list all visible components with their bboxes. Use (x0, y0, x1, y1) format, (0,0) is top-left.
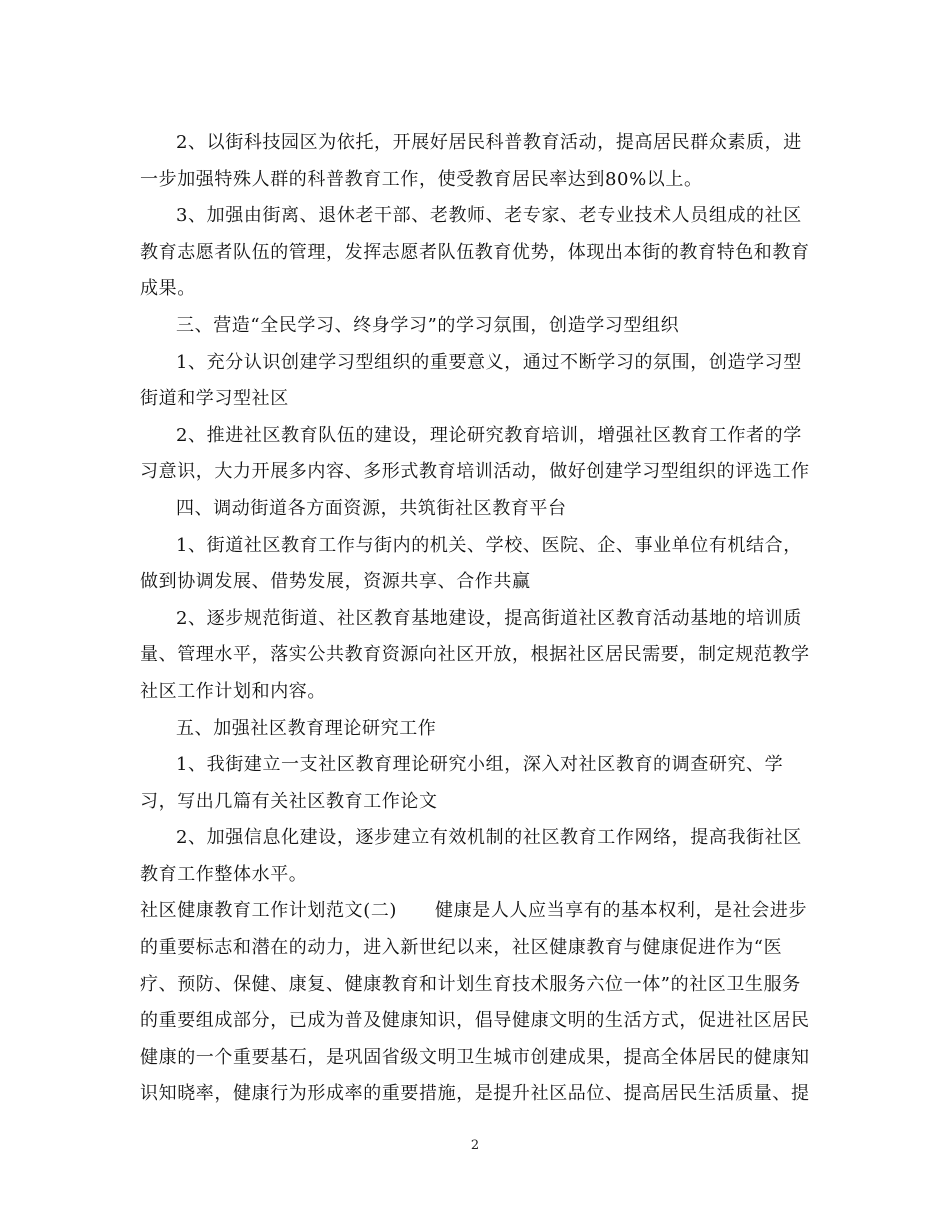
paragraph-line: 的重要组成部分，已成为普及健康知识，倡导健康文明的生活方式，促进社区居民 (140, 1010, 810, 1032)
document-body (140, 125, 815, 1113)
paragraph-line: 识知晓率，健康行为形成率的重要措施，是提升社区品位、提高居民生活质量、提 (140, 1083, 810, 1105)
paragraph-line: 成果。 (140, 278, 196, 300)
paragraph-line: 一步加强特殊人群的科普教育工作，使受教育居民率达到80%以上。 (140, 168, 703, 190)
title-paragraph-line (140, 893, 815, 930)
paragraph-line: 2、加强信息化建设，逐步建立有效机制的社区教育工作网络，提高我街社区 (176, 827, 802, 849)
article-title: 社区健康教育工作计划范文(二) (140, 900, 398, 922)
paragraph-line: 习，写出几篇有关社区教育工作论文 (140, 790, 438, 812)
paragraph-line: 街道和学习型社区 (140, 388, 289, 410)
paragraph-line: 1、街道社区教育工作与街内的机关、学校、医院、企、事业单位有机结合， (176, 534, 802, 556)
paragraph-line: 1、充分认识创建学习型组织的重要意义，通过不断学习的氛围，创造学习型 (176, 351, 802, 373)
paragraph-line: 教育志愿者队伍的管理，发挥志愿者队伍教育优势，体现出本街的教育特色和教育 (140, 241, 810, 263)
paragraph-line: 做到协调发展、借势发展，资源共享、合作共赢 (140, 571, 531, 593)
paragraph-line: 健康的一个重要基石，是巩固省级文明卫生城市创建成果，提高全体居民的健康知 (140, 1046, 810, 1068)
paragraph-line: 社区工作计划和内容。 (140, 680, 326, 702)
paragraph-line: 2、逐步规范街道、社区教育基地建设，提高街道社区教育活动基地的培训质 (176, 607, 802, 629)
paragraph-line: 2、推进社区教育队伍的建设，理论研究教育培训，增强社区教育工作者的学 (176, 424, 802, 446)
section-heading: 五、加强社区教育理论研究工作 (176, 717, 437, 739)
section-heading: 三、营造“全民学习、终身学习”的学习氛围，创造学习型组织 (176, 314, 680, 336)
paragraph-line: 量、管理水平，落实公共教育资源向社区开放，根据社区居民需要，制定规范教学 (140, 644, 810, 666)
paragraph-line: 3、加强由街离、退休老干部、老教师、老专家、老专业技术人员组成的社区 (176, 205, 802, 227)
paragraph-text: 健康是人人应当享有的基本权利，是社会进步 (435, 900, 808, 922)
paragraph-line: 的重要标志和潜在的动力，进入新世纪以来，社区健康教育与健康促进作为“医 (140, 937, 783, 959)
section-heading: 四、调动街道各方面资源，共筑街社区教育平台 (176, 497, 567, 519)
paragraph-line: 2、以街科技园区为依托，开展好居民科普教育活动，提高居民群众素质，进 (176, 132, 802, 153)
paragraph-line: 疗、预防、保健、康复、健康教育和计划生育技术服务六位一体”的社区卫生服务 (140, 973, 801, 995)
paragraph-line: 1、我街建立一支社区教育理论研究小组，深入对社区教育的调查研究、学 (176, 754, 784, 776)
paragraph-line: 教育工作整体水平。 (140, 863, 308, 885)
paragraph-line: 习意识，大力开展多内容、多形式教育培训活动，做好创建学习型组织的评选工作 (140, 461, 810, 483)
page-number: 2 (470, 1138, 480, 1153)
